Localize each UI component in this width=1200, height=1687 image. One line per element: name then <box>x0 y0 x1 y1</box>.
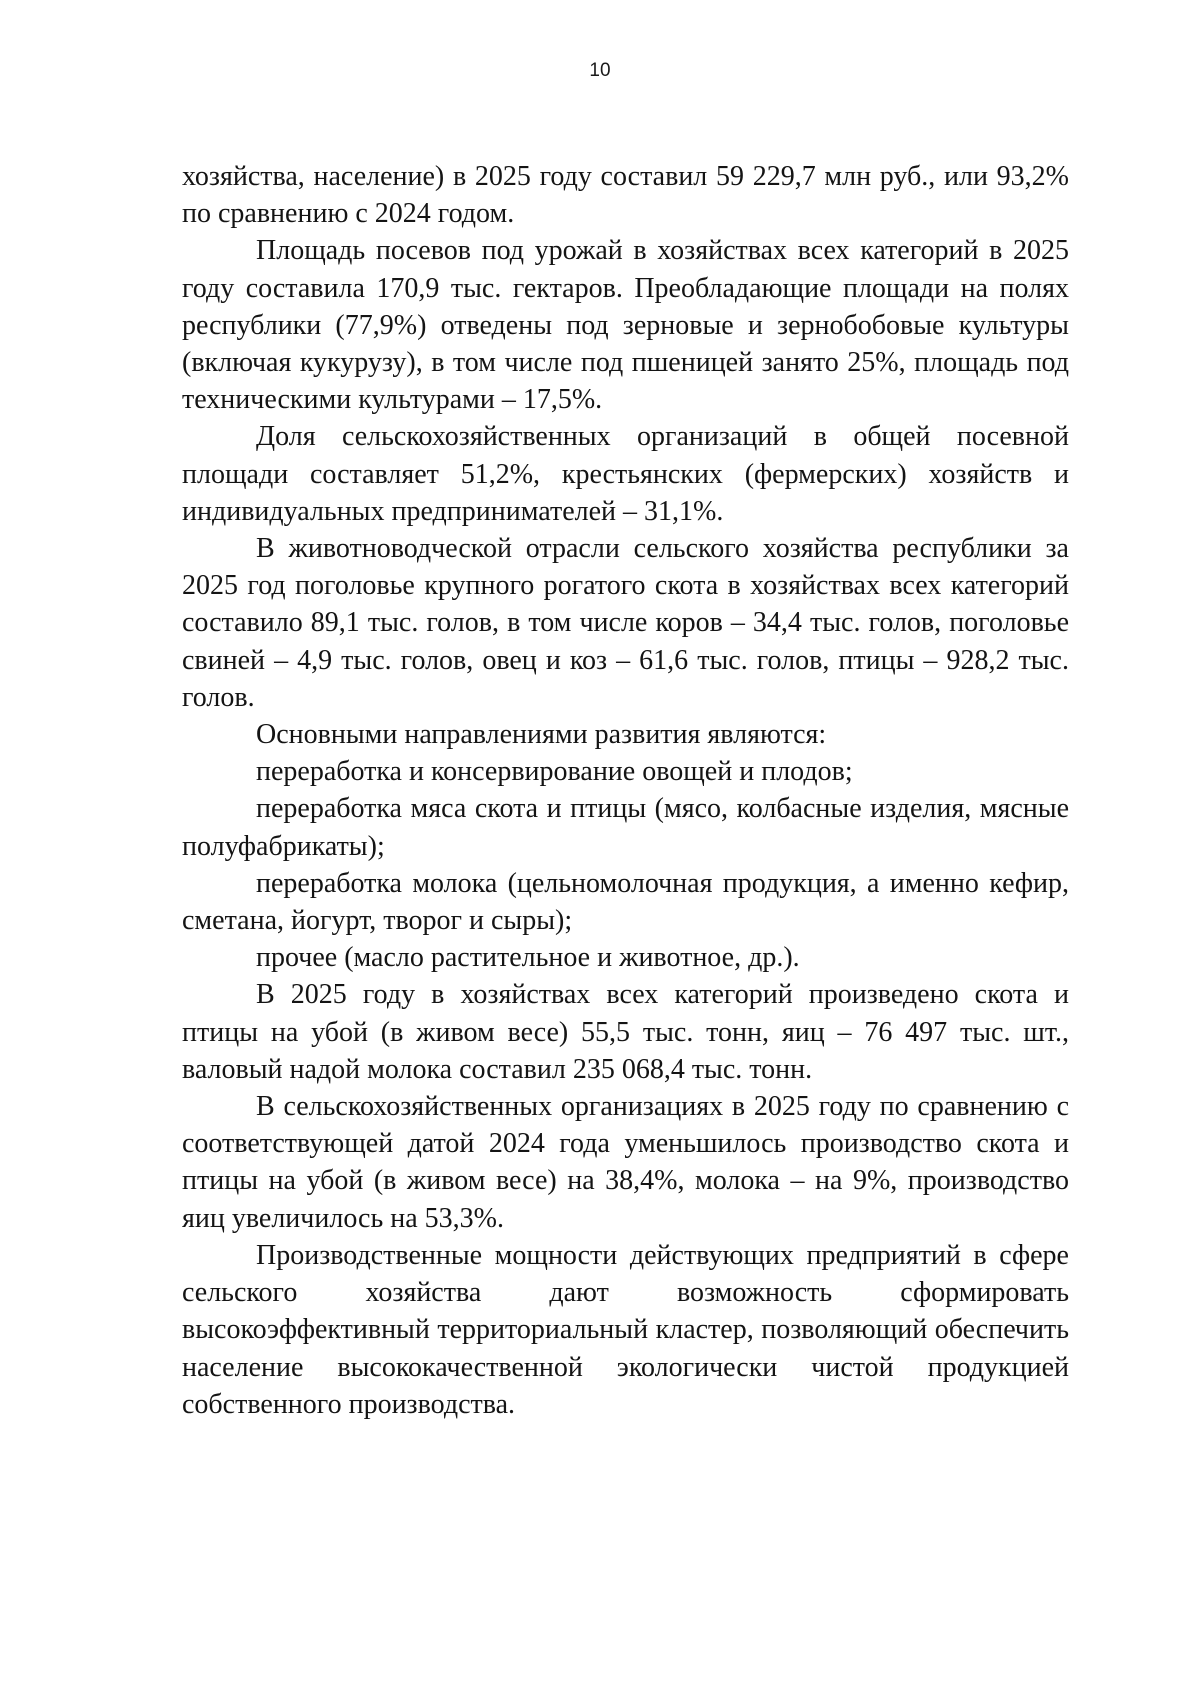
list-item-milk: переработка молока (цельномолочная продукция, а именно кефир, сметана, йогурт, творог и сыры); <box>182 867 1069 937</box>
list-item-other: прочее (масло растительное и животное, др.). <box>256 942 800 974</box>
document-body <box>182 158 1069 1423</box>
page-number: 10 <box>589 60 611 81</box>
paragraph-organizations-comparison: В сельскохозяйственных организациях в 2025 году по сравнению с соответствующей датой 2024 года уменьшилось производство скота и птицы на убой (в живом весе) на 38,4%, молока – на 9%, производство яиц увеличилось на 53,3%. <box>182 1091 1069 1234</box>
paragraph-area-shares: Доля сельскохозяйственных организаций в общей посевной площади составляет 51,2%, крестьянских (фермерских) хозяйств и индивидуальных предпринимателей – 31,1%. <box>182 421 1069 527</box>
paragraph-sown-area: Площадь посевов под урожай в хозяйствах всех категорий в 2025 году составила 170,9 тыс. гектаров. Преобладающие площади на полях республики (77,9%) отведены под зерновые и зернобобовые культуры (включая кукурузу), в том числе под пшеницей занято 25%, площадь под техническими культурами – 17,5%. <box>182 235 1069 416</box>
paragraph-cluster: Производственные мощности действующих предприятий в сфере сельского хозяйства дают возможность сформировать высокоэффективный территориальный кластер, позволяющий обеспечить население высококачественной экологически чистой продукцией собственного производства. <box>182 1239 1069 1420</box>
list-item-vegetables: переработка и консервирование овощей и плодов; <box>256 756 853 788</box>
paragraph-continuation: хозяйства, население) в 2025 году составил 59 229,7 млн руб., или 93,2% по сравнению с 2024 годом. <box>182 161 1069 230</box>
paragraph-livestock: В животноводческой отрасли сельского хозяйства республики за 2025 год поголовье крупного рогатого скота в хозяйствах всех категорий составило 89,1 тыс. голов, в том числе коров – 34,4 тыс. голов, поголовье свиней – 4,9 тыс. голов, овец и коз – 61,6 тыс. голов, птицы – 928,2 тыс. голов. <box>182 533 1069 713</box>
paragraph-production: В 2025 году в хозяйствах всех категорий произведено скота и птицы на убой (в живом весе) 55,5 тыс. тонн, яиц – 76 497 тыс. шт., валовый надой молока составил 235 068,4 тыс. тонн. <box>182 979 1069 1085</box>
list-item-meat: переработка мяса скота и птицы (мясо, колбасные изделия, мясные полуфабрикаты); <box>182 793 1069 862</box>
paragraph-directions-intro: Основными направлениями развития являются: <box>256 719 827 751</box>
